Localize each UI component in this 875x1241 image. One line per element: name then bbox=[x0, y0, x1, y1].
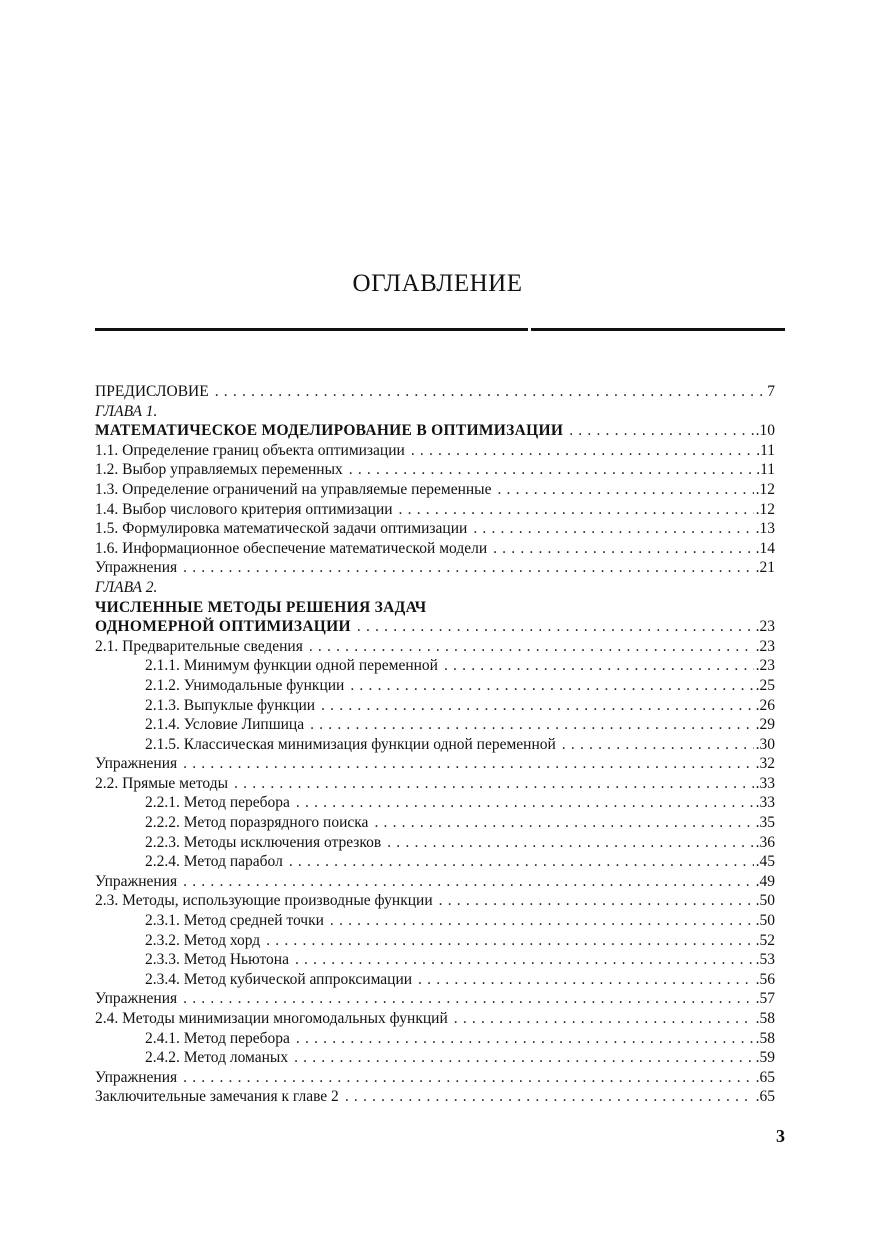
toc-entry[interactable] bbox=[95, 989, 775, 1009]
toc-entry-label: Упражнения bbox=[95, 1068, 178, 1086]
toc-leader-dots bbox=[183, 989, 753, 1009]
toc-entry-page: .35 bbox=[755, 814, 775, 832]
toc-leader-dots bbox=[387, 833, 753, 853]
toc-entry[interactable] bbox=[95, 1068, 775, 1088]
toc-entry[interactable] bbox=[95, 833, 775, 853]
title-rule-left bbox=[95, 328, 528, 331]
toc-entry[interactable] bbox=[95, 696, 775, 716]
toc-entry-page: .30 bbox=[755, 735, 775, 753]
toc-leader-dots bbox=[444, 656, 754, 676]
toc-entry-label: 1.4. Выбор числового критерия оптимизации bbox=[95, 500, 393, 518]
toc-leader-dots bbox=[357, 617, 754, 637]
toc-entry[interactable] bbox=[95, 441, 775, 461]
toc-entry-label: 2.1.5. Классическая минимизация функции одной переменной bbox=[145, 735, 556, 753]
toc-entry-page: .59 bbox=[755, 1049, 775, 1067]
toc-entry-page: .23 bbox=[755, 618, 775, 636]
toc-entry-label: ЧИСЛЕННЫЕ МЕТОДЫ РЕШЕНИЯ ЗАДАЧ bbox=[95, 598, 427, 616]
toc-entry-label: 2.1.3. Выпуклые функции bbox=[145, 696, 316, 714]
toc-entry[interactable] bbox=[95, 480, 775, 500]
toc-entry-page: .36 bbox=[755, 833, 775, 851]
toc-entry-label: 2.1. Предварительные сведения bbox=[95, 637, 303, 655]
toc-leader-dots bbox=[310, 715, 754, 735]
toc-entry[interactable] bbox=[95, 402, 775, 422]
page-title: ОГЛАВЛЕНИЕ bbox=[352, 270, 523, 297]
toc-entry[interactable] bbox=[95, 872, 775, 892]
toc-leader-dots bbox=[183, 1068, 753, 1088]
toc-leader-dots bbox=[266, 931, 753, 951]
toc-leader-dots bbox=[493, 539, 754, 559]
toc-entry[interactable] bbox=[95, 852, 775, 872]
toc-entry-page: .14 bbox=[755, 539, 775, 557]
toc-entry-page: .29 bbox=[755, 716, 775, 734]
toc-leader-dots bbox=[330, 911, 754, 931]
toc-leader-dots bbox=[289, 852, 754, 872]
toc-entry[interactable] bbox=[95, 558, 775, 578]
toc-entry[interactable] bbox=[95, 421, 775, 441]
title-rule-right bbox=[531, 328, 785, 331]
toc-entry[interactable] bbox=[95, 950, 775, 970]
toc-entry-label: ГЛАВА 1. bbox=[95, 402, 158, 420]
page-number: 3 bbox=[776, 1126, 785, 1146]
toc-entry-label: 2.2. Прямые методы bbox=[95, 774, 229, 792]
toc-entry-label: 2.2.1. Метод перебора bbox=[145, 794, 290, 812]
toc-leader-dots bbox=[454, 1009, 754, 1029]
toc-entry-page: .33 bbox=[755, 794, 775, 812]
toc-entry-label: ГЛАВА 2. bbox=[95, 578, 158, 596]
toc-entry[interactable] bbox=[95, 715, 775, 735]
toc-entry-label: Заключительные замечания к главе 2 bbox=[95, 1088, 339, 1106]
toc-leader-dots bbox=[215, 382, 766, 402]
toc-entry[interactable] bbox=[95, 911, 775, 931]
toc-leader-dots bbox=[439, 891, 754, 911]
toc-entry-page: .21 bbox=[755, 559, 775, 577]
toc-entry-label: 2.3.1. Метод средней точки bbox=[145, 912, 324, 930]
toc-entry[interactable] bbox=[95, 676, 775, 696]
toc-entry-page: 7 bbox=[767, 383, 775, 400]
toc-entry[interactable] bbox=[95, 578, 775, 598]
toc-entry-label: ОДНОМЕРНОЙ ОПТИМИЗАЦИИ bbox=[95, 618, 351, 636]
toc-entry[interactable] bbox=[95, 931, 775, 951]
toc-entry-page: .65 bbox=[755, 1088, 775, 1106]
toc-leader-dots bbox=[234, 774, 754, 794]
toc-leader-dots bbox=[294, 1048, 754, 1068]
toc-entry-page: .50 bbox=[755, 892, 775, 910]
toc-leader-dots bbox=[183, 872, 753, 892]
toc-entry[interactable] bbox=[95, 539, 775, 559]
toc-leader-dots bbox=[569, 421, 753, 441]
toc-entry[interactable] bbox=[95, 637, 775, 657]
toc-entry-page: .65 bbox=[755, 1068, 775, 1086]
toc-leader-dots bbox=[183, 558, 753, 578]
toc-entry-page: .33 bbox=[755, 774, 775, 792]
toc-leader-dots bbox=[374, 813, 753, 833]
toc-entry[interactable] bbox=[95, 1048, 775, 1068]
toc-entry-label: 2.2.4. Метод парабол bbox=[145, 853, 283, 871]
toc-entry[interactable] bbox=[95, 460, 775, 480]
toc-entry[interactable] bbox=[95, 598, 775, 618]
table-of-contents bbox=[95, 382, 775, 1107]
toc-leader-dots bbox=[497, 480, 753, 500]
toc-entry-page: .56 bbox=[755, 970, 775, 988]
toc-entry-label: Упражнения bbox=[95, 559, 178, 577]
toc-leader-dots bbox=[399, 500, 754, 520]
toc-entry-page: .10 bbox=[755, 422, 775, 440]
toc-entry[interactable] bbox=[95, 774, 775, 794]
toc-entry-label: 2.4. Методы минимизации многомодальных функций bbox=[95, 1010, 448, 1027]
toc-entry-label: Упражнения bbox=[95, 990, 178, 1008]
toc-entry[interactable] bbox=[95, 1029, 775, 1049]
toc-entry[interactable] bbox=[95, 754, 775, 774]
toc-entry-page: .12 bbox=[755, 480, 775, 498]
toc-entry-page: .12 bbox=[755, 500, 775, 518]
toc-entry[interactable] bbox=[95, 382, 775, 402]
toc-entry-page: .57 bbox=[755, 990, 775, 1008]
toc-entry-label: 2.2.2. Метод поразрядного поиска bbox=[145, 814, 369, 832]
toc-leader-dots bbox=[418, 970, 754, 990]
toc-entry-page: .23 bbox=[755, 637, 775, 655]
toc-leader-dots bbox=[473, 519, 753, 539]
toc-entry-label: 2.3.2. Метод хорд bbox=[145, 931, 261, 949]
toc-entry-page: .32 bbox=[755, 755, 775, 773]
toc-entry-label: 1.5. Формулировка математической задачи оптимизации bbox=[95, 520, 468, 538]
toc-entry-page: .49 bbox=[755, 872, 775, 890]
toc-entry-page: .45 bbox=[755, 853, 775, 871]
toc-entry-page: .11 bbox=[756, 461, 775, 479]
toc-entry-label: 2.3.3. Метод Ньютона bbox=[145, 951, 289, 969]
toc-leader-dots bbox=[296, 793, 754, 813]
toc-entry-page: .52 bbox=[755, 931, 775, 949]
toc-entry[interactable] bbox=[95, 500, 775, 520]
toc-entry[interactable] bbox=[95, 735, 775, 755]
toc-entry-label: 2.2.3. Методы исключения отрезков bbox=[145, 833, 382, 851]
toc-entry-label: 1.3. Определение ограничений на управляемые переменные bbox=[95, 480, 492, 498]
toc-entry[interactable] bbox=[95, 1087, 775, 1107]
toc-entry[interactable] bbox=[95, 519, 775, 539]
toc-entry[interactable] bbox=[95, 813, 775, 833]
toc-leader-dots bbox=[349, 460, 754, 480]
toc-entry-label: 2.3.4. Метод кубической аппроксимации bbox=[145, 970, 413, 988]
toc-entry-page: .23 bbox=[755, 657, 775, 675]
toc-entry[interactable] bbox=[95, 793, 775, 813]
toc-leader-dots bbox=[562, 735, 754, 755]
toc-entry-page: .11 bbox=[756, 441, 775, 459]
toc-entry[interactable] bbox=[95, 1009, 775, 1029]
toc-leader-dots bbox=[309, 637, 754, 657]
toc-entry-label: 2.1.2. Унимодальные функции bbox=[145, 676, 345, 694]
toc-entry-label: Упражнения bbox=[95, 755, 178, 773]
toc-entry[interactable] bbox=[95, 617, 775, 637]
toc-entry-label: 2.3. Методы, использующие производные функции bbox=[95, 892, 433, 910]
toc-entry-label: 1.1. Определение границ объекта оптимизации bbox=[95, 441, 405, 459]
toc-leader-dots bbox=[411, 441, 754, 461]
toc-leader-dots bbox=[295, 950, 754, 970]
toc-entry-page: .50 bbox=[755, 912, 775, 930]
toc-entry-page: .13 bbox=[755, 520, 775, 538]
toc-entry-label: 2.4.1. Метод перебора bbox=[145, 1029, 290, 1047]
toc-entry[interactable] bbox=[95, 656, 775, 676]
toc-leader-dots bbox=[345, 1087, 754, 1107]
toc-entry-label: 2.1.1. Минимум функции одной переменной bbox=[145, 657, 438, 675]
toc-entry-label: 2.1.4. Условие Липшица bbox=[145, 716, 305, 734]
toc-entry-page: .25 bbox=[755, 676, 775, 694]
toc-leader-dots bbox=[183, 754, 753, 774]
toc-entry-label: 1.6. Информационное обеспечение математической модели bbox=[95, 539, 488, 557]
toc-leader-dots bbox=[296, 1029, 754, 1049]
toc-entry-label: ПРЕДИСЛОВИЕ bbox=[95, 383, 209, 400]
toc-entry-page: .26 bbox=[755, 696, 775, 714]
toc-leader-dots bbox=[350, 676, 753, 696]
toc-entry-label: 2.4.2. Метод ломаных bbox=[145, 1049, 289, 1067]
toc-entry-label: Упражнения bbox=[95, 872, 178, 890]
toc-leader-dots bbox=[321, 696, 754, 716]
toc-entry-page: .58 bbox=[755, 1010, 775, 1027]
toc-entry[interactable] bbox=[95, 970, 775, 990]
toc-entry-label: 1.2. Выбор управляемых переменных bbox=[95, 461, 343, 479]
toc-entry[interactable] bbox=[95, 891, 775, 911]
toc-entry-page: .53 bbox=[755, 951, 775, 969]
toc-entry-label: МАТЕМАТИЧЕСКОЕ МОДЕЛИРОВАНИЕ В ОПТИМИЗАЦИИ bbox=[95, 422, 564, 440]
toc-entry-page: .58 bbox=[755, 1029, 775, 1047]
